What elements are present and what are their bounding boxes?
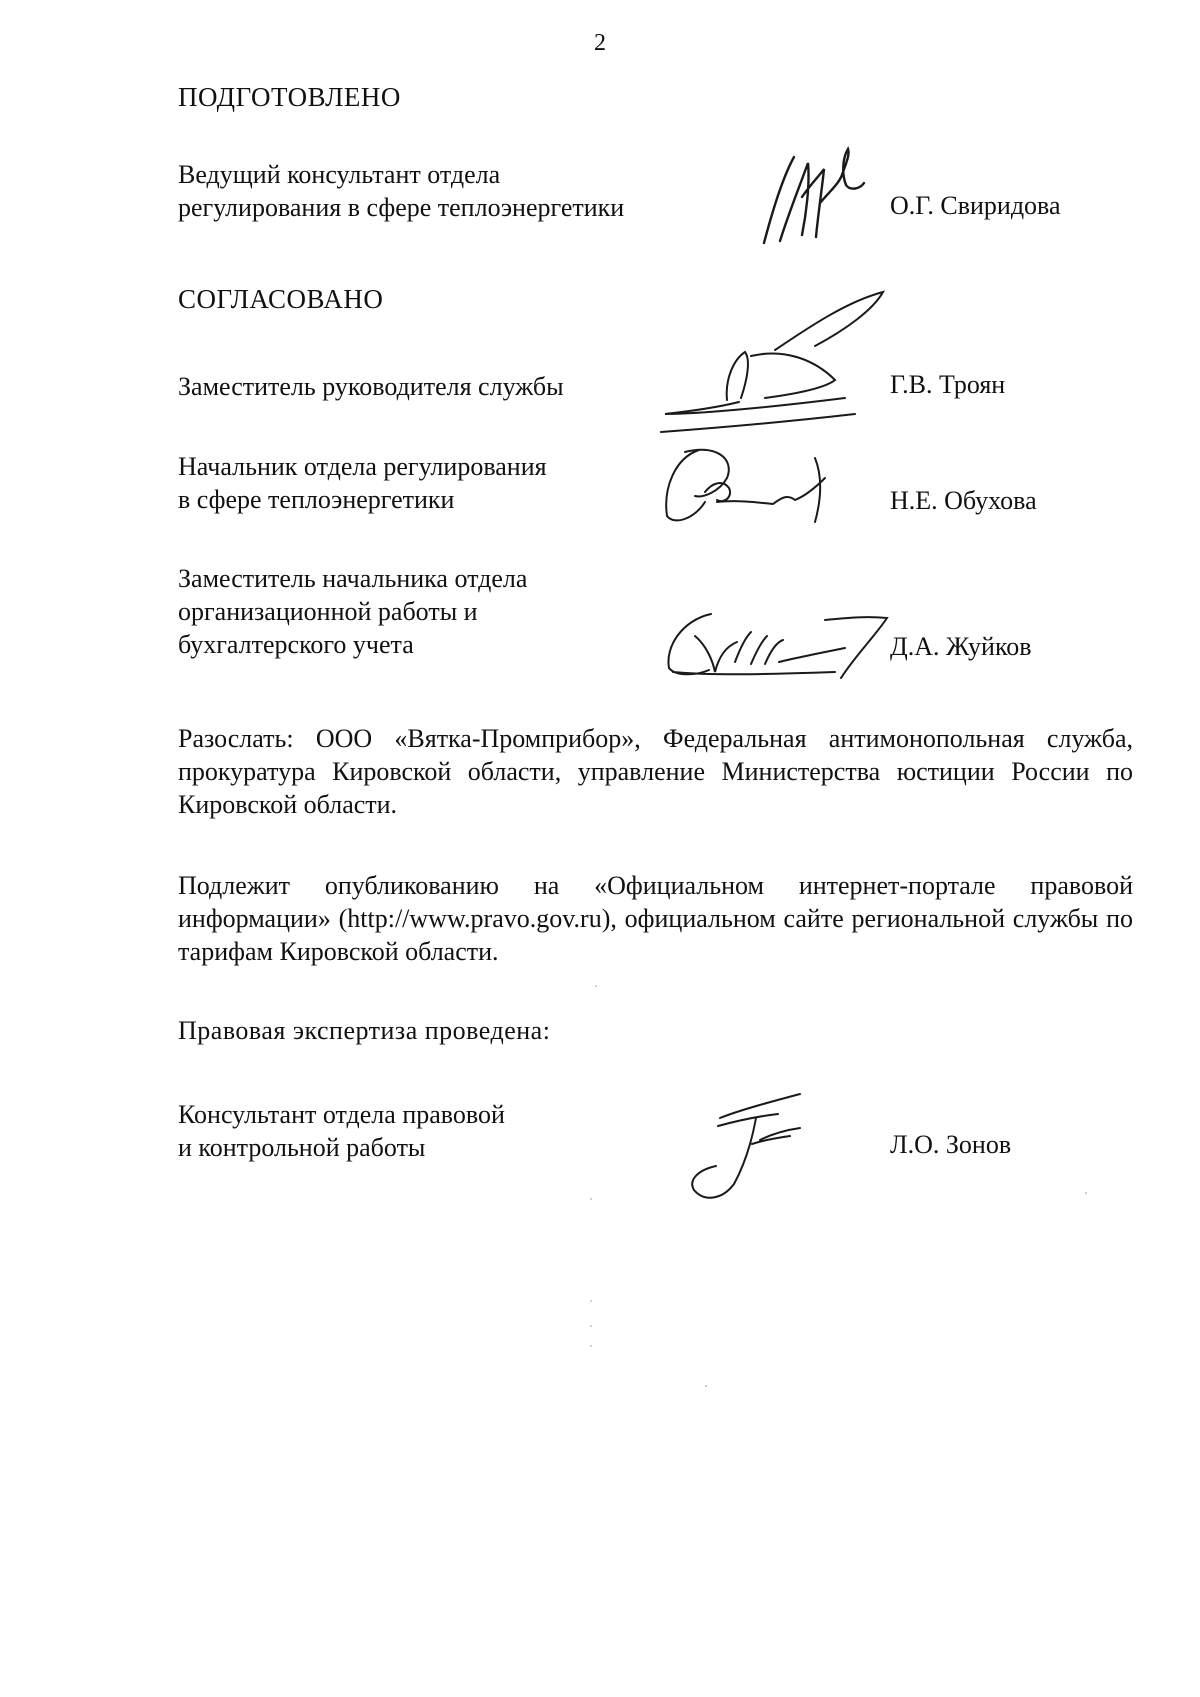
title-line: Заместитель начальника отдела	[178, 564, 528, 593]
approved-heading: СОГЛАСОВАНО	[178, 284, 384, 314]
signature-zhuykov	[655, 606, 895, 686]
distribution-paragraph: Разослать: ООО «Вятка-Промприбор», Федеральная антимонопольная служба, прокуратура Кировской области, управление Министерства юстиции России по Кировской области.	[178, 724, 1133, 819]
scan-speck	[590, 1198, 592, 1200]
signatory-title-zhuykov	[178, 562, 698, 661]
title-line: в сфере теплоэнергетики	[178, 485, 455, 514]
signature-sviridova	[750, 145, 890, 250]
signatory-name: Л.О. Зонов	[890, 1130, 1012, 1159]
scan-speck	[590, 1345, 592, 1347]
signature-troyan	[655, 290, 895, 440]
title-line: Начальник отдела регулирования	[178, 452, 547, 481]
title-line: и контрольной работы	[178, 1133, 426, 1162]
title-line: бухгалтерского учета	[178, 630, 414, 659]
scan-speck	[590, 1300, 592, 1302]
signature-zonov	[660, 1090, 820, 1205]
scan-speck	[595, 985, 597, 987]
signatory-name: Г.В. Троян	[890, 370, 1006, 399]
scan-speck	[590, 1325, 592, 1327]
title-line: Заместитель руководителя службы	[178, 372, 564, 401]
title-line: организационной работы и	[178, 597, 478, 626]
signatory-title-obukhova	[178, 450, 698, 516]
signatory-title-sviridova	[178, 158, 698, 224]
scan-speck	[705, 1385, 707, 1387]
title-line: Консультант отдела правовой	[178, 1100, 505, 1129]
signatory-name: Д.А. Жуйков	[890, 632, 1032, 661]
legal-review-heading: Правовая экспертиза проведена:	[178, 1016, 551, 1045]
signatory-name: Н.Е. Обухова	[890, 486, 1037, 515]
signature-obukhova	[655, 438, 855, 533]
page-number: 2	[594, 30, 606, 56]
prepared-heading: ПОДГОТОВЛЕНО	[178, 82, 401, 112]
title-line: Ведущий консультант отдела	[178, 160, 501, 189]
signatory-name: О.Г. Свиридова	[890, 191, 1061, 220]
publication-paragraph: Подлежит опубликованию на «Официальном интернет-портале правовой информации» (http://www.pravo.gov.ru), официальном сайте региональной службы по тарифам Кировской области.	[178, 871, 1133, 966]
scan-speck	[1085, 1192, 1087, 1194]
signatory-title-zonov	[178, 1098, 698, 1164]
signatory-title-troyan	[178, 370, 698, 403]
title-line: регулирования в сфере теплоэнергетики	[178, 193, 625, 222]
